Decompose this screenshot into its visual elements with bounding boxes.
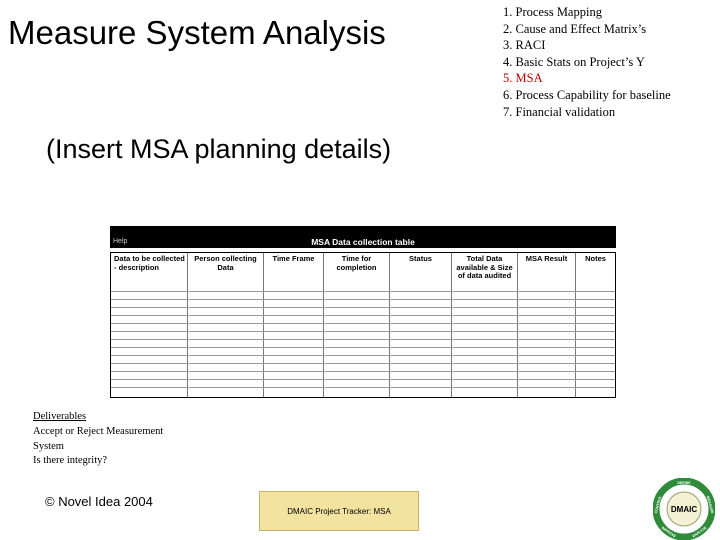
column-header: Person collecting Data <box>188 253 264 397</box>
deliverable-line: Accept or Reject Measurement <box>33 425 164 437</box>
page-title: Measure System Analysis <box>8 14 386 51</box>
step-cause-effect: 2. Cause and Effect Matrix’s <box>503 21 647 36</box>
column-header: Status <box>390 253 452 397</box>
logo-center-label: DMAIC <box>670 505 698 514</box>
step-process-capability: 6. Process Capability for baseline <box>503 87 671 102</box>
table-title: MSA Data collection table <box>311 237 415 247</box>
logo-phase: IMPROVE <box>660 525 677 539</box>
deliverables-block <box>33 410 163 469</box>
msa-data-collection-table <box>110 226 616 398</box>
deliverable-line: Is there integrity? <box>33 455 108 467</box>
step-financial-validation: 7. Financial validation <box>503 104 616 119</box>
insert-placeholder-note: (Insert MSA planning details) <box>46 134 392 164</box>
column-header: Time Frame <box>264 253 324 397</box>
deliverables-heading: Deliverables <box>33 411 87 422</box>
table-row-line <box>111 355 615 356</box>
table-row-line <box>111 299 615 300</box>
step-msa-current: 5. MSA <box>503 71 543 86</box>
dmaic-tracker-box <box>259 491 419 531</box>
column-header: MSA Result <box>518 253 576 397</box>
copyright-notice: © Novel Idea 2004 <box>45 494 153 509</box>
column-header: Time for completion <box>324 253 390 397</box>
column-header: Notes <box>585 254 606 263</box>
deliverable-line: System <box>33 440 64 452</box>
table-row-line <box>111 387 615 388</box>
table-row-line <box>111 379 615 380</box>
logo-phase: DEFINE <box>677 481 691 485</box>
process-steps-list <box>503 4 671 120</box>
logo-phase: ANALYZE <box>691 525 708 539</box>
tracker-label: DMAIC Project Tracker: MSA <box>287 507 391 516</box>
table-row-line <box>111 339 615 340</box>
table-header-bar <box>110 226 616 248</box>
table-row-line <box>111 291 615 292</box>
table-row-line <box>111 363 615 364</box>
step-basic-stats: 4. Basic Stats on Project’s Y <box>503 54 645 69</box>
step-raci: 3. RACI <box>503 38 546 53</box>
help-link[interactable]: Help <box>113 238 128 245</box>
column-header: Total Data available & Size of data audited <box>452 253 518 397</box>
table-row-line <box>111 307 615 308</box>
table-row-line <box>111 371 615 372</box>
dmaic-cycle-logo-icon <box>653 478 715 540</box>
table-row-line <box>111 315 615 316</box>
step-process-mapping: 1. Process Mapping <box>503 5 602 19</box>
table-row-line <box>111 331 615 332</box>
logo-phase: CONTROL <box>653 495 663 514</box>
logo-phase: MEASURE <box>705 495 715 514</box>
column-header: Data to be collected - description <box>111 253 188 397</box>
table-row-line <box>111 323 615 324</box>
table-body <box>110 252 616 398</box>
table-row-line <box>111 347 615 348</box>
